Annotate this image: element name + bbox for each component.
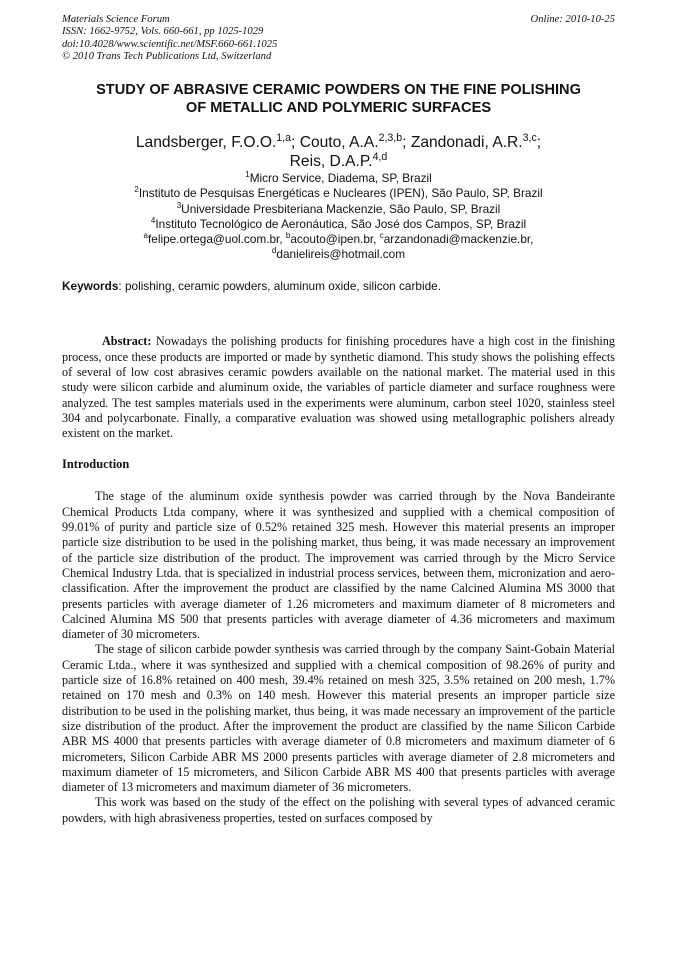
journal-issn: ISSN: 1662-9752, Vols. 660-661, pp 1025-1029 (62, 26, 264, 38)
email-line-1 (62, 232, 615, 247)
journal-copyright: © 2010 Trans Tech Publications Ltd, Switzerland (62, 50, 272, 62)
author-name: Zandonadi, A.R. (410, 134, 523, 152)
affiliation-mark: 3 (176, 200, 182, 210)
affiliation (62, 186, 615, 201)
affiliation-text: Micro Service, Diadema, SP, Brazil (249, 171, 432, 186)
author-list (62, 133, 615, 171)
affiliation-text: Instituto de Pesquisas Energéticas e Nucleares (IPEN), São Paulo, SP, Brazil (138, 186, 543, 201)
email-link[interactable]: acouto@ipen.br, (290, 232, 380, 246)
affiliation-list (62, 171, 615, 262)
author-affiliation-mark: 4,d (372, 151, 388, 163)
author-affiliation-mark: 3,c (522, 132, 537, 144)
email-mark: d (271, 246, 277, 256)
email-mark: c (379, 231, 384, 241)
author-separator: ; (291, 134, 300, 152)
abstract-label: Abstract: (102, 334, 152, 349)
author-affiliation-mark: 1,a (276, 132, 292, 144)
online-date: Online: 2010-10-25 (530, 14, 615, 25)
author-name: Reis, D.A.P. (289, 153, 373, 171)
journal-name: Materials Science Forum (62, 14, 170, 25)
intro-paragraph: This work was based on the study of the effect on the polishing with several types of advanced ceramic powders, with high abrasiveness properties, tested on surfaces composed by (62, 795, 615, 825)
affiliation-mark: 2 (134, 185, 139, 195)
author-name: Couto, A.A. (299, 134, 379, 152)
paper-page (62, 14, 615, 826)
intro-paragraph: The stage of the aluminum oxide synthesis powder was carried through by the Nova Bandeirante Chemical Products Ltda company, where it was synthesized and supplied with a chemical composition of 99.01% of purity and particle size of 0.52% retained 325 mesh. However this material presents an improper particle size distribution to be used in the polishing market, thus being, it was made necessary an improvement of the particle size distribution of the product. The improvement was carried through by the Micro Service Chemical Industry Ltda. that is specialized in industrial process services, between them, micronization and aero-classification. After the improvement the product are classified by the name Calcined Alumina MS 3000 that presents particles with average diameter of 1.26 micrometers and maximum diameter of 8 micrometers and Calcined Alumina MS 500 that presents particles with average diameter of 4.36 micrometers and maximum diameter of 30 micrometers. (62, 489, 615, 642)
email-mark: b (285, 231, 291, 241)
email-link[interactable]: arzandonadi@mackenzie.br, (383, 232, 534, 246)
affiliation (62, 171, 615, 186)
author-line-2 (62, 152, 615, 171)
email-mark: a (143, 231, 148, 241)
abstract-text: Nowadays the polishing products for finishing procedures have a high cost in the finishing process, once these products are imported or made by synthetic diamond. This study shows the polishing effects of several of low cost abrasives ceramic powders available on the national market. The material used in this study were silicon carbide and aluminum oxide, the variables of particle diameter and surface roughness were analyzed. The test samples materials used in the experiments were aluminum, carbon steel 1020, stainless steel 304 and polycarbonate. Finally, a comparative evaluation was showed using metallographic polishers already existent on the market. (62, 334, 615, 441)
intro-paragraph: The stage of silicon carbide powder synthesis was carried through by the company Saint-Gobain Material Ceramic Ltda., where it was synthesized and supplied with a chemical composition of 98.26% of purity and particle size of 16.8% retained on 400 mesh, 39.4% retained on mesh 325, 3.5% retained on 200 mesh, 1.7% retained on 170 mesh and 0.3% on 140 mesh. However this material presents an improper particle size distribution to be used in the polishing market, thus being, it was made necessary an improvement of the particle size distribution of the product. After the improvement the product are classified by the name Silicon Carbide ABR MS 4000 that presents particles with average diameter of 0.8 micrometers and maximum diameter of 6 micrometers, Silicon Carbide ABR MS 2000 presents particles with average diameter of 2.8 micrometers and maximum diameter of 15 micrometers, and Silicon Carbide ABR MS 400 that presents particles with average diameter of 13 micrometers and maximum diameter of 36 micrometers. (62, 642, 615, 795)
author-line-1 (62, 133, 615, 152)
abstract (62, 334, 615, 441)
title-line-2: OF METALLIC AND POLYMERIC SURFACES (185, 100, 492, 117)
author-separator: ; (402, 134, 411, 152)
journal-doi: doi:10.4028/www.scientific.net/MSF.660-661.1025 (62, 38, 278, 50)
affiliation-mark: 4 (150, 215, 156, 225)
section-heading-introduction: Introduction (62, 457, 130, 472)
affiliation-mark: 1 (245, 170, 250, 180)
journal-header (62, 14, 615, 63)
author-affiliation-mark: 2,3,b (378, 132, 403, 144)
keywords-label: Keywords (62, 279, 119, 294)
affiliation (62, 202, 615, 217)
author-separator: ; (536, 134, 542, 152)
title-line-1: STUDY OF ABRASIVE CERAMIC POWDERS ON THE FINE POLISHING (96, 82, 581, 99)
keywords (62, 279, 615, 294)
email-line-2 (62, 247, 615, 262)
affiliation-text: Instituto Tecnológico de Aeronáutica, São José dos Campos, SP, Brazil (155, 216, 527, 231)
keywords-text: : polishing, ceramic powders, aluminum oxide, silicon carbide. (118, 279, 441, 294)
email-link[interactable]: felipe.ortega@uol.com.br, (148, 232, 286, 246)
author-name: Landsberger, F.O.O. (135, 134, 277, 152)
affiliation-text: Universidade Presbiteriana Mackenzie, São Paulo, SP, Brazil (181, 201, 501, 216)
affiliation (62, 217, 615, 232)
email-link[interactable]: danielireis@hotmail.com (276, 247, 406, 262)
paper-title (62, 81, 615, 117)
